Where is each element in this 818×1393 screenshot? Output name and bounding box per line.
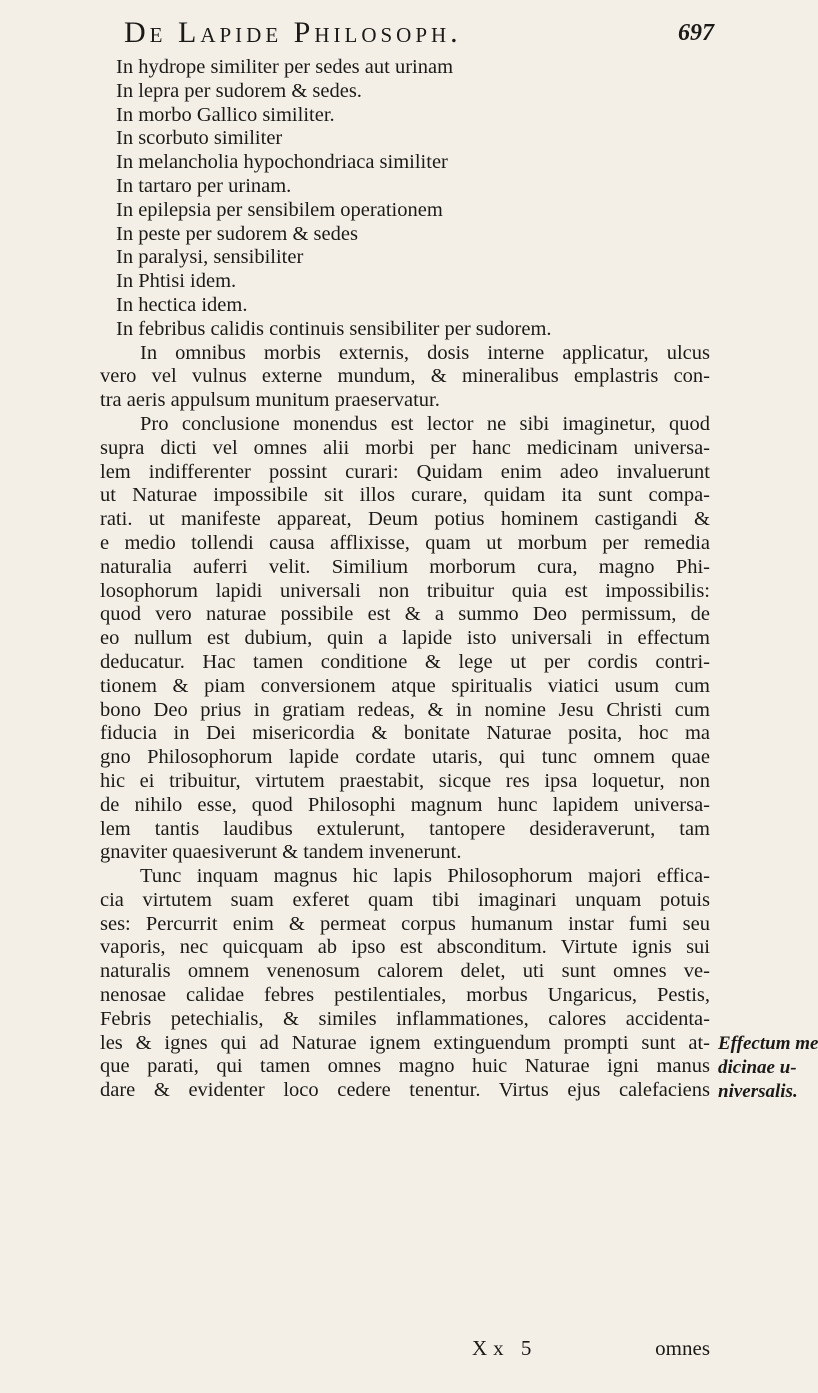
text-line: de nihilo esse, quod Philosophi magnum hunc lapidem universa- bbox=[100, 793, 710, 816]
text-line: In Phtisi idem. bbox=[116, 270, 237, 293]
text-line: In morbo Gallico similiter. bbox=[116, 103, 335, 126]
text-line: naturalia auferri velit. Similium morborum cura, magno Phi- bbox=[100, 555, 710, 578]
text-line: hic ei tribuitur, virtutem praestabit, sicque res ipsa loquetur, non bbox=[100, 769, 710, 792]
text-line: quod vero naturae possibile est & a summo Deo permissum, de bbox=[100, 603, 710, 626]
margin-note-line: dicinae u- bbox=[718, 1057, 797, 1078]
catchword: omnes bbox=[655, 1336, 710, 1360]
text-line: gnaviter quaesiverunt & tandem invenerunt. bbox=[100, 841, 462, 864]
text-line: dare & evidenter loco cedere tenentur. Virtus ejus calefaciens bbox=[100, 1079, 710, 1102]
text-line: gno Philosophorum lapide cordate utaris, qui tunc omnem quae bbox=[100, 746, 710, 769]
text-line: lem tantis laudibus extulerunt, tantopere desideraverunt, tam bbox=[100, 817, 710, 840]
text-line: tra aeris appulsum munitum praeservatur. bbox=[100, 389, 440, 412]
text-line: tionem & piam conversionem atque spiritualis viatici usum cum bbox=[100, 674, 710, 697]
text-line: lem indifferenter possint curari: Quidam enim adeo invaluerunt bbox=[100, 460, 710, 483]
text-line: In melancholia hypochondriaca similiter bbox=[116, 151, 448, 174]
text-line: losophorum lapidi universali non tribuitur quia est impossibilis: bbox=[100, 579, 710, 602]
text-line: fiducia in Dei misericordia & bonitate Naturae posita, hoc ma bbox=[100, 722, 710, 745]
text-line: eo nullum est dubium, quin a lapide isto universali in effectum bbox=[100, 627, 710, 650]
text-line: In peste per sudorem & sedes bbox=[116, 222, 358, 245]
text-line: In omnibus morbis externis, dosis interne applicatur, ulcus bbox=[140, 341, 710, 364]
text-line: supra dicti vel omnes alii morbi per hanc medicinam universa- bbox=[100, 436, 710, 459]
body-text bbox=[100, 56, 710, 1103]
page-header bbox=[124, 16, 714, 56]
text-line: vaporis, nec quicquam ab ipso est absconditum. Virtute ignis sui bbox=[100, 936, 710, 959]
margin-note bbox=[718, 1032, 818, 1104]
text-line: e medio tollendi causa afflixisse, quam ut morbum per remedia bbox=[100, 531, 710, 554]
text-line: Febris petechialis, & similes inflammationes, calores accidenta- bbox=[100, 1007, 710, 1030]
text-line: In febribus calidis continuis sensibiliter per sudorem. bbox=[116, 317, 552, 340]
text-line: In epilepsia per sensibilem operationem bbox=[116, 198, 443, 221]
text-line: vero vel vulnus externe mundum, & mineralibus emplastris con- bbox=[100, 365, 710, 388]
page-footer bbox=[100, 1336, 710, 1362]
text-line: In lepra per sudorem & sedes. bbox=[116, 79, 362, 102]
running-head: De Lapide Philosoph. bbox=[124, 16, 462, 49]
margin-note-line: Effectum me bbox=[718, 1033, 818, 1054]
text-line: ut Naturae impossibile sit illos curare, quidam ita sunt compa- bbox=[100, 484, 710, 507]
text-line: In hectica idem. bbox=[116, 293, 248, 316]
text-line: cia virtutem suam exferet quam tibi imaginari unquam potuis bbox=[100, 888, 710, 911]
text-line: nenosae calidae febres pestilentiales, morbus Ungaricus, Pestis, bbox=[100, 984, 710, 1007]
text-line: deducatur. Hac tamen conditione & lege ut per cordis contri- bbox=[100, 650, 710, 673]
text-line: In hydrope similiter per sedes aut urinam bbox=[116, 56, 454, 78]
signature-mark: Xx 5 bbox=[472, 1336, 538, 1360]
page-number: 697 bbox=[678, 20, 714, 46]
text-line: Tunc inquam magnus hic lapis Philosophorum majori effica- bbox=[140, 865, 710, 888]
text-line: In scorbuto similiter bbox=[116, 127, 283, 150]
text-line: Pro conclusione monendus est lector ne sibi imaginetur, quod bbox=[140, 412, 710, 435]
text-line: bono Deo prius in gratiam redeas, & in nomine Jesu Christi cum bbox=[100, 698, 710, 721]
text-line: naturalis omnem venenosum calorem delet, uti sunt omnes ve- bbox=[100, 960, 710, 983]
text-line: In tartaro per urinam. bbox=[116, 174, 292, 197]
margin-note-line: niversalis. bbox=[718, 1081, 798, 1102]
text-line: rati. ut manifeste appareat, Deum potius hominem castigandi & bbox=[100, 508, 710, 531]
text-line: les & ignes qui ad Naturae ignem extinguendum prompti sunt at- bbox=[100, 1031, 710, 1054]
text-line: que parati, qui tamen omnes magno huic Naturae igni manus bbox=[100, 1055, 710, 1078]
text-line: In paralysi, sensibiliter bbox=[116, 246, 304, 269]
text-line: ses: Percurrit enim & permeat corpus humanum instar fumi seu bbox=[100, 912, 710, 935]
